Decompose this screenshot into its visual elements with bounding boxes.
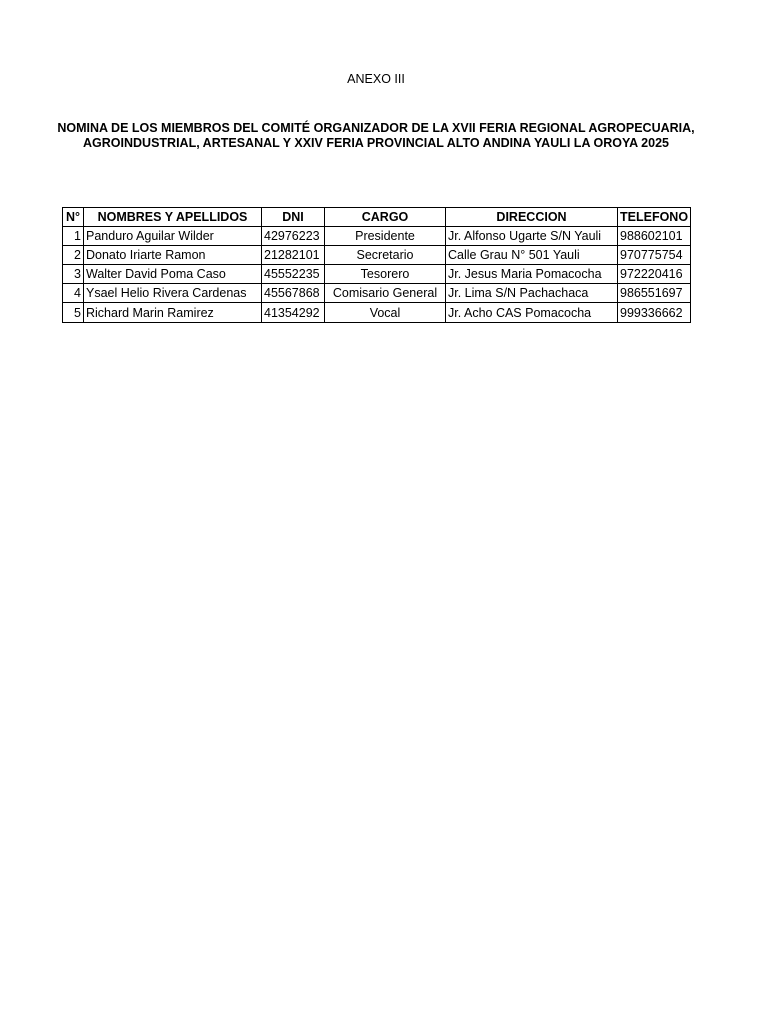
document-title [40,121,712,151]
member-dni: 42976223 [262,227,325,246]
member-dni: 21282101 [262,246,325,265]
table-header-row [63,208,691,227]
annex-heading: ANEXO III [347,72,405,86]
member-telefono: 972220416 [618,265,691,284]
member-telefono: 988602101 [618,227,691,246]
member-telefono: 999336662 [618,303,691,323]
row-number: 2 [63,246,84,265]
title-line-2: AGROINDUSTRIAL, ARTESANAL Y XXIV FERIA PROVINCIAL ALTO ANDINA YAULI LA OROYA 2025 [83,136,669,150]
column-header-number: N° [63,208,84,227]
member-telefono: 986551697 [618,284,691,303]
member-direccion: Jr. Alfonso Ugarte S/N Yauli [446,227,618,246]
member-cargo: Tesorero [325,265,446,284]
member-dni: 45552235 [262,265,325,284]
table-row [63,246,691,265]
column-header-names: NOMBRES Y APELLIDOS [84,208,262,227]
column-header-dni: DNI [262,208,325,227]
row-number: 1 [63,227,84,246]
member-name: Panduro Aguilar Wilder [84,227,262,246]
member-name: Walter David Poma Caso [84,265,262,284]
member-direccion: Calle Grau N° 501 Yauli [446,246,618,265]
member-name: Ysael Helio Rivera Cardenas [84,284,262,303]
member-cargo: Presidente [325,227,446,246]
table-row [63,284,691,303]
member-direccion: Jr. Jesus Maria Pomacocha [446,265,618,284]
column-header-cargo: CARGO [325,208,446,227]
member-cargo: Secretario [325,246,446,265]
member-direccion: Jr. Lima S/N Pachachaca [446,284,618,303]
column-header-direccion: DIRECCION [446,208,618,227]
member-telefono: 970775754 [618,246,691,265]
row-number: 4 [63,284,84,303]
row-number: 5 [63,303,84,323]
member-dni: 41354292 [262,303,325,323]
row-number: 3 [63,265,84,284]
member-dni: 45567868 [262,284,325,303]
title-line-1: NOMINA DE LOS MIEMBROS DEL COMITÉ ORGANIZADOR DE LA XVII FERIA REGIONAL AGROPECUARIA, [57,121,695,135]
member-cargo: Comisario General [325,284,446,303]
column-header-telefono: TELEFONO [618,208,691,227]
member-name: Donato Iriarte Ramon [84,246,262,265]
table-row [63,303,691,323]
table-row [63,227,691,246]
member-cargo: Vocal [325,303,446,323]
member-name: Richard Marin Ramirez [84,303,262,323]
table-row [63,265,691,284]
member-direccion: Jr. Acho CAS Pomacocha [446,303,618,323]
committee-members-table [62,207,691,323]
